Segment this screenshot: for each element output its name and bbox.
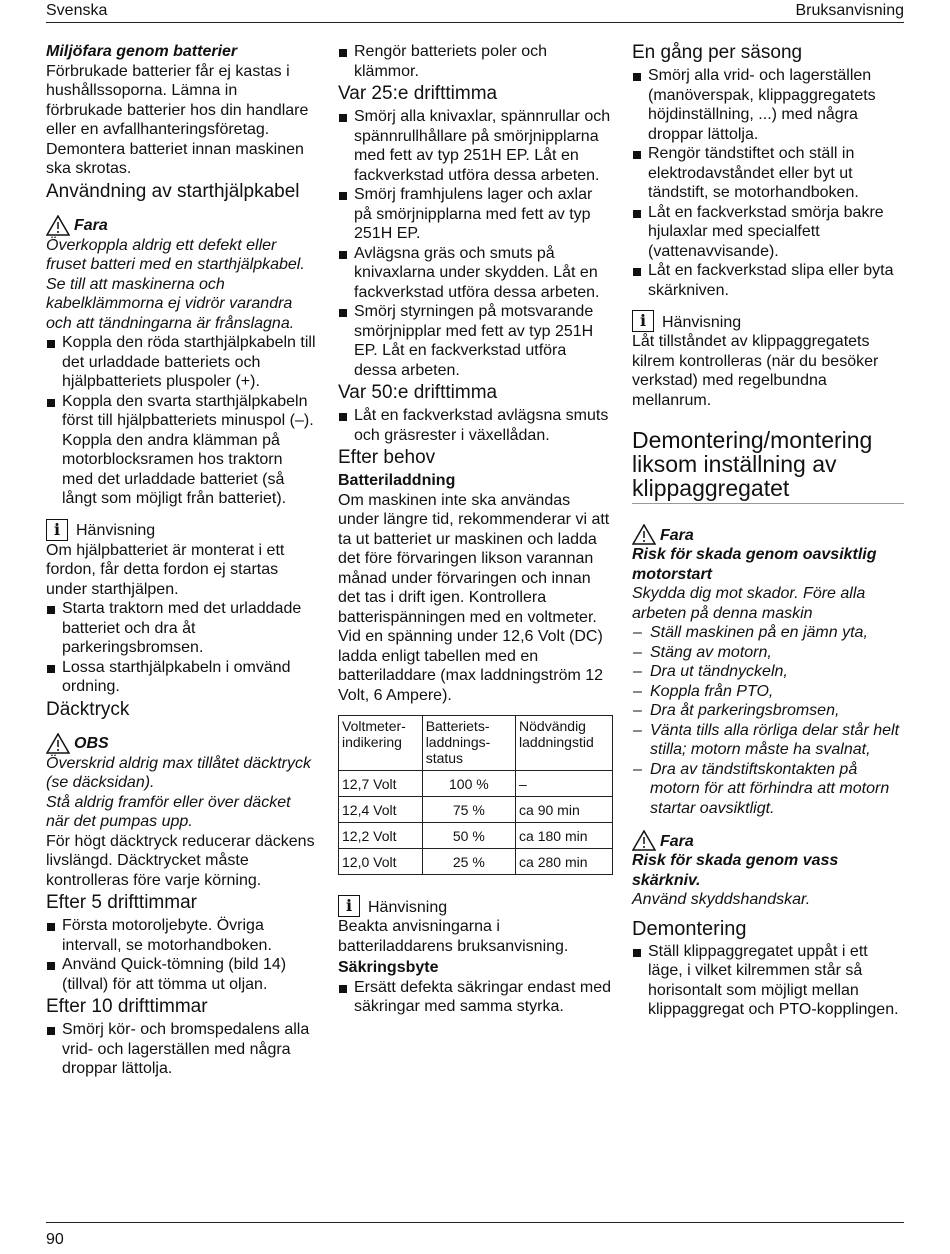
footer-rule <box>46 1222 904 1223</box>
tire-text: För högt däcktryck reducerar däckens livslängd. Däcktrycket måste kontrolleras före varje körning. <box>46 832 315 889</box>
jumpstart-list <box>46 333 318 509</box>
list-item: Lossa starthjälpkabeln i omvänd ordning. <box>46 658 318 697</box>
section-heading-dismount: Demontering <box>632 917 747 940</box>
list-item: – Ställ maskinen på en jämn yta, <box>632 623 904 643</box>
danger1-title: Risk för skada genom oavsiktlig motorstart <box>632 546 877 583</box>
subheading-battery-charging: Batteriladdning <box>338 472 456 489</box>
list-item: Koppla den röda starthjälpkabeln till det urladdade batteriets och hjälpbatteriets pluspoler (+). <box>46 333 318 392</box>
chapter-heading: Demontering/montering liksom inställning av klippaggregatet <box>632 428 904 504</box>
table-cell: ca 280 min <box>516 849 613 875</box>
warning-triangle-icon <box>46 733 70 754</box>
list-item: – Vänta tills alla rörliga delar står helt stilla; motorn måste ha svalnat, <box>632 721 904 760</box>
note-block <box>338 895 613 917</box>
note-block <box>632 310 904 332</box>
danger-text-1: Överkoppla aldrig ett defekt eller fruset batteri med en starthjälpkabel. <box>46 236 305 273</box>
note-label: Hänvisning <box>76 522 156 539</box>
warning-triangle-icon <box>46 215 70 236</box>
danger-text-2: Se till att maskinerna och kabelklämmorna ej vidrör varandra och att tändningarna är frånslagna. <box>46 275 295 332</box>
season-list <box>632 66 904 300</box>
list-item: Låt en fackverkstad avlägsna smuts och gräsrester i växellådan. <box>338 406 613 445</box>
battery-charging-table <box>338 715 613 875</box>
section-heading-season: En gång per säsong <box>632 42 803 63</box>
table-cell: 25 % <box>422 849 515 875</box>
table-cell: ca 180 min <box>516 823 613 849</box>
obs-block <box>46 733 318 754</box>
danger2-text: Använd skyddshandskar. <box>632 891 811 908</box>
list-item: Avlägsna gräs och smuts på knivaxlarna under skydden. Låt en fackverkstad utföra dessa arbeten. <box>338 244 613 303</box>
danger1-list <box>632 623 904 818</box>
note-text: Beakta anvisningarna i batteriladdarens bruksanvisning. <box>338 918 569 955</box>
list-item: Starta traktorn med det urladdade batteriet och dra åt parkeringsbromsen. <box>46 599 318 658</box>
danger-label: Fara <box>660 526 694 544</box>
section-heading-25h: Var 25:e drifttimma <box>338 83 498 104</box>
obs-text-1: Överskrid aldrig max tillåtet däcktryck (se däcksidan). <box>46 754 311 791</box>
obs-text-2: Stå aldrig framför eller över däcket när det pumpas upp. <box>46 793 291 830</box>
list-item: Smörj styrningen på motsvarande smörjnipplar med fett av typ 251H EP. Låt en fackverkstad utföra dessa arbeten. <box>338 302 613 380</box>
list-item: Smörj alla knivaxlar, spännrullar och spännrullhållare på smörjnipplarna med fett av typ 251H EP. Låt en fackverkstad utföra dessa arbeten. <box>338 107 613 185</box>
env-paragraph-2: Demontera batteriet innan maskinen ska skrotas. <box>46 140 304 177</box>
fuse-list <box>338 978 613 1017</box>
list-item: – Koppla från PTO, <box>632 682 904 702</box>
table-cell: 75 % <box>422 797 515 823</box>
section-heading-as-needed: Efter behov <box>338 447 436 468</box>
list-item: – Dra åt parkeringsbromsen, <box>632 701 904 721</box>
danger-label: Fara <box>74 217 108 234</box>
table-header-cell: Batteriets-laddnings-status <box>422 716 515 771</box>
column-1 <box>46 42 318 1079</box>
list-item: – Dra ut tändnyckeln, <box>632 662 904 682</box>
list-item: Använd Quick-tömning (bild 14) (tillval) för att tömma ut oljan. <box>46 955 318 994</box>
danger1-text: Skydda dig mot skador. Före alla arbeten på denna maskin <box>632 585 866 622</box>
list-item: Rengör batteriets poler och klämmor. <box>338 42 613 81</box>
table-cell: 100 % <box>422 771 515 797</box>
list-5h <box>46 916 318 994</box>
list-10h <box>46 1020 318 1079</box>
section-heading-tire: Däcktryck <box>46 698 130 720</box>
danger-block <box>632 830 904 851</box>
section-heading-10h: Efter 10 drifttimmar <box>46 996 208 1017</box>
danger-block <box>46 215 318 236</box>
column-2 <box>338 42 613 1017</box>
info-icon: i <box>632 310 654 332</box>
note-label: Hänvisning <box>662 313 742 331</box>
list-item: – Stäng av motorn, <box>632 643 904 663</box>
page-number: 90 <box>46 1231 64 1248</box>
page-header <box>46 0 904 23</box>
list-item: Smörj alla vrid- och lagerställen (manöverspak, klippaggregatets höjdinställning, ...) med några droppar lättolja. <box>632 66 904 144</box>
section-heading-5h: Efter 5 drifttimmar <box>46 892 197 913</box>
list-item: Ersätt defekta säkringar endast med säkringar med samma styrka. <box>338 978 613 1017</box>
danger2-title: Risk för skada genom vass skärkniv. <box>632 852 839 889</box>
subheading-fuse: Säkringsbyte <box>338 959 439 976</box>
table-header-cell: Nödvändig laddningstid <box>516 716 613 771</box>
table-header-row <box>339 716 613 771</box>
info-icon: i <box>46 519 68 541</box>
section-heading-jumpstart: Användning av starthjälpkabel <box>46 180 300 202</box>
list-item: Första motoroljebyte. Övriga intervall, se motorhandboken. <box>46 916 318 955</box>
table-row <box>339 797 613 823</box>
table-cell: – <box>516 771 613 797</box>
warning-triangle-icon <box>632 830 656 851</box>
list-item: Ställ klippaggregatet uppåt i ett läge, i vilket kilremmen står så horisontalt som möjligt mellan klippaggregat och PTO-kopplingen. <box>632 942 904 1020</box>
battery-clean-list <box>338 42 613 81</box>
note-text: Om hjälpbatteriet är monterat i ett fordon, får detta fordon ej startas under starthjälpen. <box>46 541 285 598</box>
section-heading-50h: Var 50:e drifttimma <box>338 382 498 403</box>
list-item: Låt en fackverkstad smörja bakre hjulaxlar med specialfett (vattenavvisande). <box>632 203 904 262</box>
list-item: Koppla den svarta starthjälpkabeln först till hjälpbatteriets minuspol (–). Koppla den andra klämman på motorblocksramen hos traktorn med det urladdade batteriet (så långt som möjligt från batteriet). <box>46 392 318 509</box>
table-row <box>339 849 613 875</box>
header-title: Bruksanvisning <box>795 2 904 19</box>
note-text: Låt tillståndet av klippaggregatets kilrem kontrolleras (när du besöker verkstad) med regelbundna mellanrum. <box>632 333 879 409</box>
list-item: Smörj kör- och bromspedalens alla vrid- och lagerställen med några droppar lättolja. <box>46 1020 318 1079</box>
table-row <box>339 823 613 849</box>
dismount-list <box>632 942 904 1020</box>
note-label: Hänvisning <box>368 898 448 916</box>
table-row <box>339 771 613 797</box>
header-language: Svenska <box>46 2 108 19</box>
list-50h <box>338 406 613 445</box>
table-cell: 12,0 Volt <box>339 849 423 875</box>
env-title: Miljöfara genom batterier <box>46 43 238 60</box>
list-item: Låt en fackverkstad slipa eller byta skärkniven. <box>632 261 904 300</box>
danger-block <box>632 524 904 545</box>
list-item: – Dra av tändstiftskontakten på motorn för att förhindra att motorn startar oavsiktligt. <box>632 760 904 819</box>
table-cell: 12,4 Volt <box>339 797 423 823</box>
info-icon: i <box>338 895 360 917</box>
list-item: Smörj framhjulens lager och axlar på smörjnipplarna med fett av typ 251H EP. <box>338 185 613 244</box>
env-paragraph-1: Förbrukade batterier får ej kastas i hushållssoporna. Lämna in förbrukade batterier hos din handlare eller en avfallhanteringsföretag. <box>46 62 309 138</box>
charging-text: Om maskinen inte ska användas under längre tid, rekommenderar vi att ta ut batteriet ur maskinen och ladda det före förvaringen likson varannan månad under förvaringen och innan det tas i drift igen. Kontrollera batterispänningen med en voltmeter. Vid en spänning under 12,6 Volt (DC) ladda enligt tabellen med en batteriladdare (max laddningström 12 Volt, 6 Ampere). <box>338 491 610 704</box>
start-list <box>46 599 318 697</box>
note-block <box>46 519 318 541</box>
table-cell: 12,7 Volt <box>339 771 423 797</box>
table-cell: ca 90 min <box>516 797 613 823</box>
table-cell: 12,2 Volt <box>339 823 423 849</box>
table-cell: 50 % <box>422 823 515 849</box>
obs-label: OBS <box>74 735 109 752</box>
column-3 <box>632 42 904 1020</box>
danger-label: Fara <box>660 832 694 850</box>
list-item: Rengör tändstiftet och ställ in elektrodavståndet eller byt ut tändstift, se motorhandboken. <box>632 144 904 203</box>
warning-triangle-icon <box>632 524 656 545</box>
table-header-cell: Voltmeter-indikering <box>339 716 423 771</box>
list-25h <box>338 107 613 380</box>
